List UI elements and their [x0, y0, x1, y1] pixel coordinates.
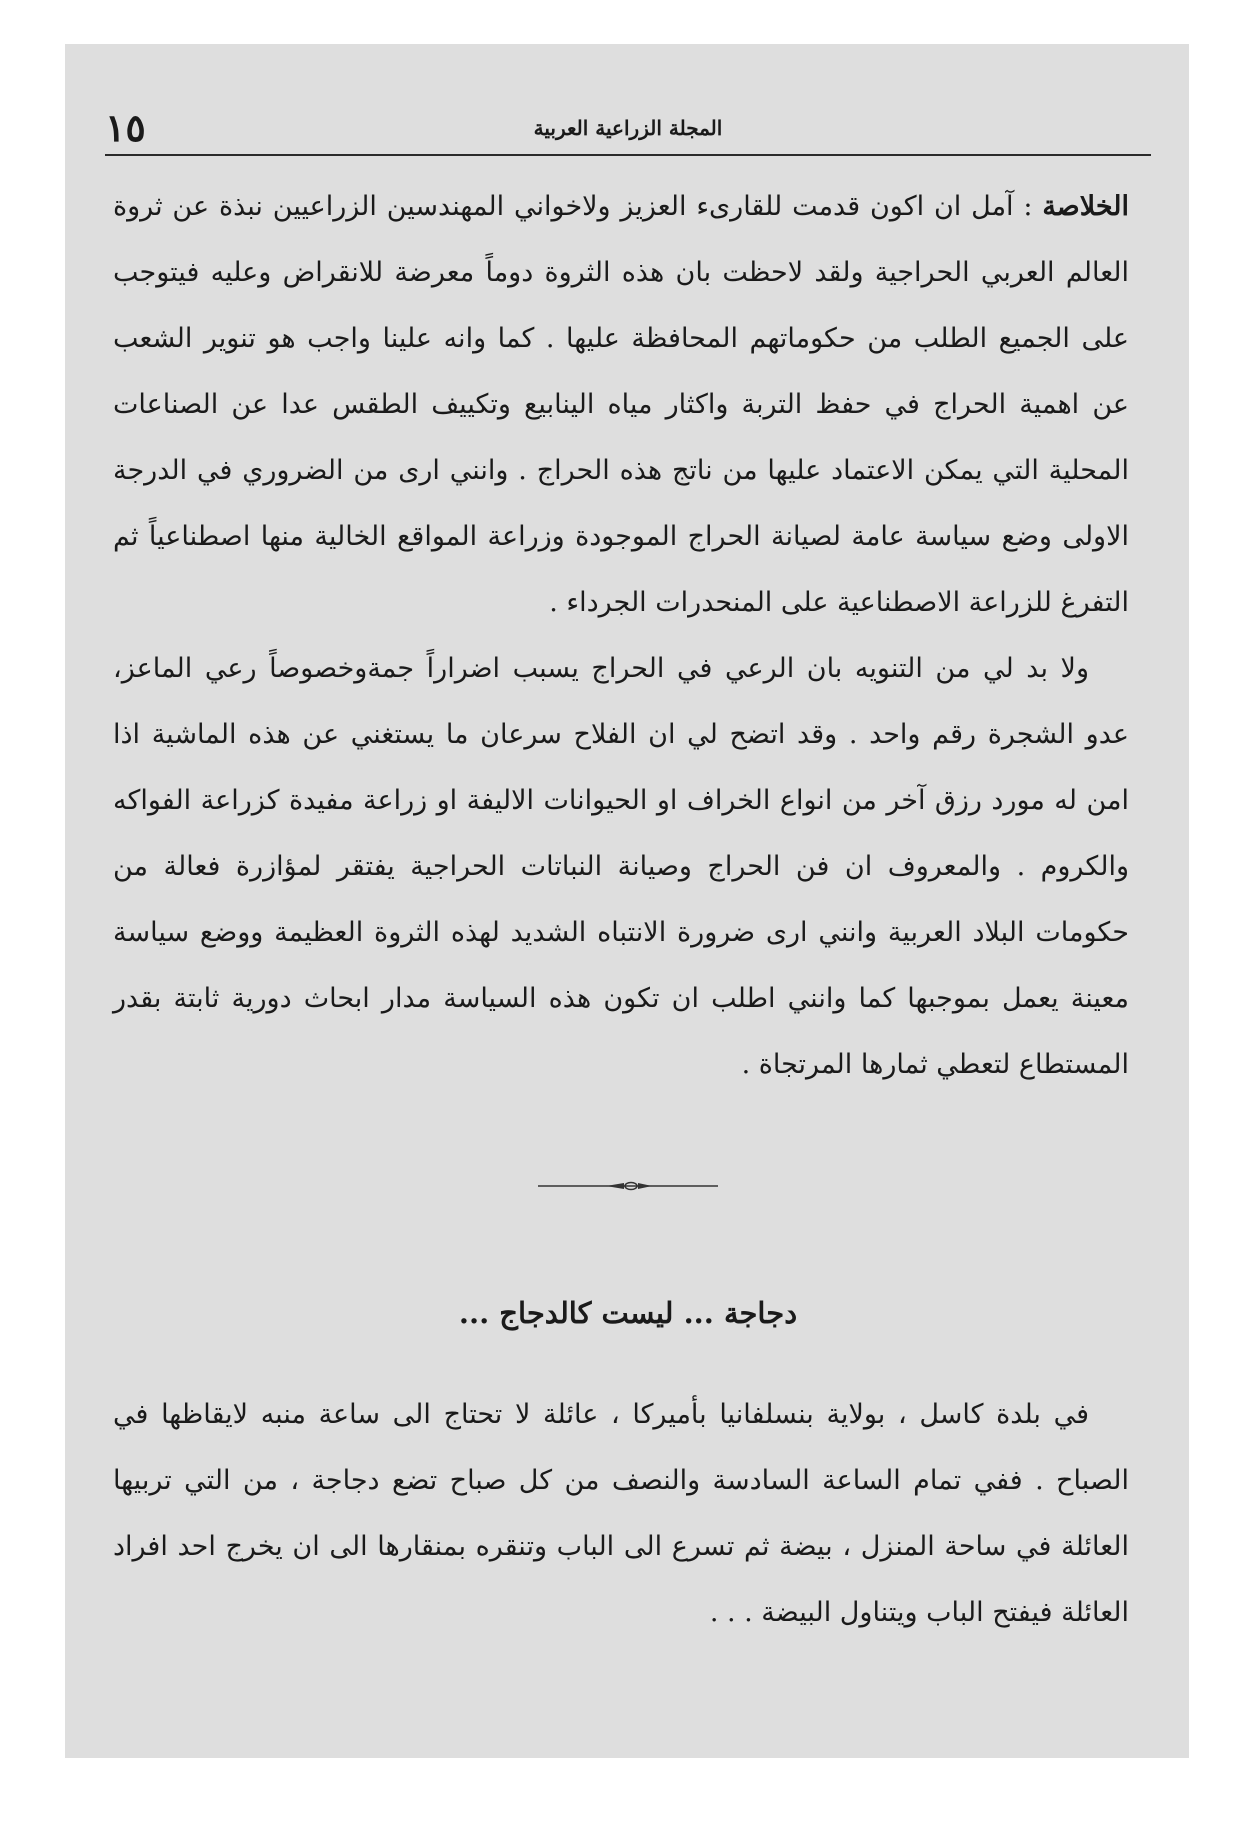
page-content [105, 104, 1151, 1646]
running-header [105, 104, 1151, 156]
journal-title: المجلة الزراعية العربية [533, 116, 723, 140]
scanned-page [65, 44, 1189, 1758]
summary-text: : آمل ان اكون قدمت للقارىء العزيز ولاخواني المهندسين الزراعيين نبذة عن ثروة العالم العربي الحراجية ولقد لاحظت بان هذه الثروة دوماً معرضة للانقراض وعليه فيتوجب على الجميع الطلب من حكوماتهم المحافظة عليها . كما وانه علينا واجب هو تنوير الشعب عن اهمية الحراج في حفظ التربة واكثار مياه الينابيع وتكييف الطقس عدا عن الصناعات المحلية التي يمكن الاعتماد عليها من ناتج هذه الحراج . وانني ارى من الضروري في الدرجة الاولى وضع سياسة عامة لصيانة الحراج الموجودة وزراعة المواقع الخالية منها اصطناعياً ثم التفرغ للزراعة الاصطناعية على المنحدرات الجرداء . [113, 191, 1129, 618]
hen-story-paragraph: في بلدة كاسل ، بولاية بنسلفانيا بأميركا ، عائلة لا تحتاج الى ساعة منبه لايقاظها في الصباح . ففي تمام الساعة السادسة والنصف من كل صباح تضع دجاجة ، من التي تربيها العائلة في ساحة المنزل ، بيضة ثم تسرع الى الباب وتنقره بمنقارها الى ان يخرج احد افراد العائلة فيفتح الباب ويتناول البيضة . . . [113, 1399, 1129, 1628]
grazing-paragraph: ولا بد لي من التنويه بان الرعي في الحراج يسبب اضراراً جمةوخصوصاً رعي الماعز، عدو الشجرة رقم واحد . وقد اتضح لي ان الفلاح سرعان ما يستغني عن هذه الماشية اذا امن له مورد رزق آخر من انواع الخراف او الحيوانات الاليفة او زراعة مفيدة كزراعة الفواكه والكروم . والمعروف ان فن الحراج وصيانة النباتات الحراجية يفتقر لمؤازرة فعالة من حكومات البلاد العربية وانني ارى ضرورة الانتباه الشديد لهذه الثروة العظيمة ووضع سياسة معينة يعمل بموجبها كما وانني اطلب ان تكون هذه السياسة مدار ابحاث دورية ثابتة بقدر المستطاع لتعطي ثمارها المرتجاة . [113, 653, 1129, 1080]
summary-label: الخلاصة [1042, 191, 1129, 222]
page-number: ١٥ [105, 105, 146, 150]
summary-paragraph [105, 174, 1151, 636]
section-divider-ornament [105, 1166, 1151, 1206]
section-heading: دجاجة ... ليست كالدجاج ... [458, 1296, 798, 1330]
